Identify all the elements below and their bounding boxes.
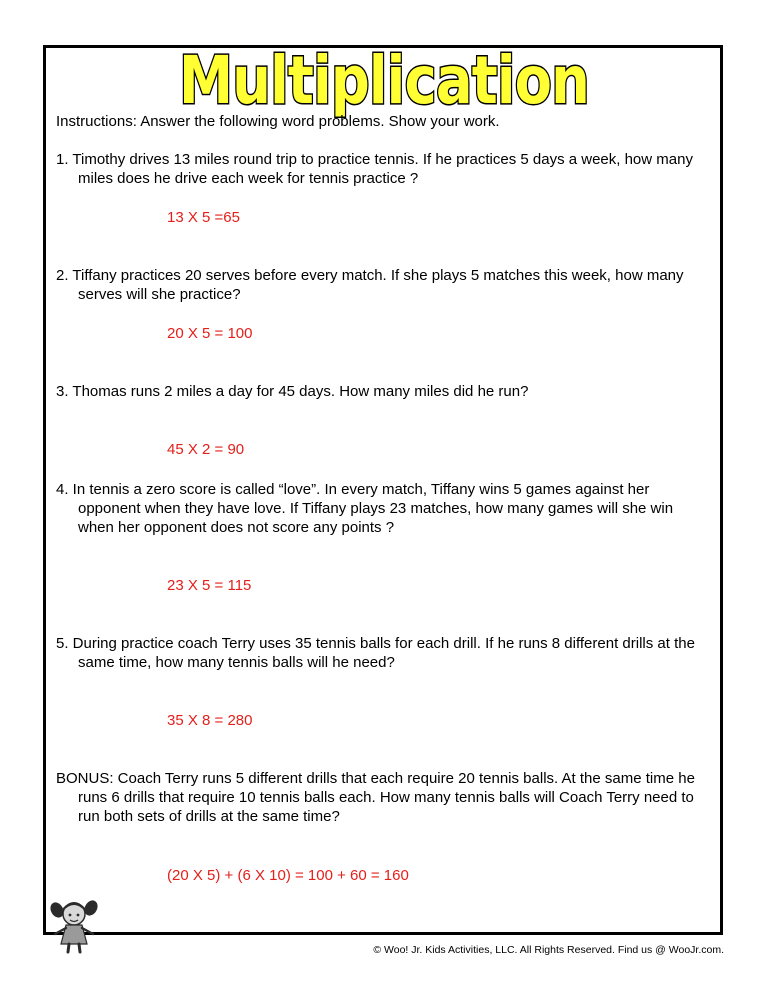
problem-bonus-text: BONUS: Coach Terry runs 5 different drills that each require 20 tennis balls. At the same time he runs 6 drills that require 10 tennis balls each. How many tennis balls will Coach Terry need to run both sets of drills at the same time? (56, 770, 695, 825)
problem-3-answer: 45 X 2 = 90 (167, 441, 245, 458)
problem-3-text: 3. Thomas runs 2 miles a day for 45 days. How many miles did he run? (56, 383, 529, 400)
copyright-footer: © Woo! Jr. Kids Activities, LLC. All Rights Reserved. Find us @ WooJr.com. (373, 944, 724, 956)
instructions-text: Instructions: Answer the following word problems. Show your work. (56, 113, 500, 130)
problem-5 (56, 634, 711, 672)
problem-5-text: 5. During practice coach Terry uses 35 tennis balls for each drill. If he runs 8 different drills at the same time, how many tennis balls will he need? (56, 635, 695, 671)
title-graphic (0, 40, 768, 120)
problem-2 (56, 266, 711, 304)
problem-4 (56, 480, 711, 537)
problem-5-answer: 35 X 8 = 280 (167, 712, 253, 729)
problem-2-answer: 20 X 5 = 100 (167, 325, 253, 342)
problem-3 (56, 382, 711, 401)
problem-4-answer: 23 X 5 = 115 (167, 577, 252, 594)
problem-4-text: 4. In tennis a zero score is called “love”. In every match, Tiffany wins 5 games against her opponent when they have love. If Tiffany plays 23 matches, how many games will she win when her opponent does not score any points ? (56, 481, 674, 536)
problem-1-answer: 13 X 5 =65 (167, 209, 240, 226)
problem-bonus-answer: (20 X 5) + (6 X 10) = 100 + 60 = 160 (167, 867, 409, 884)
problem-1 (56, 150, 711, 188)
problem-2-text: 2. Tiffany practices 20 serves before every match. If she plays 5 matches this week, how many serves will she practice? (56, 267, 684, 303)
title-text: Multiplication (179, 42, 589, 119)
cartoon-girl-mascot-icon (47, 896, 105, 954)
worksheet-title (0, 40, 768, 120)
problem-1-text: 1. Timothy drives 13 miles round trip to practice tennis. If he practices 5 days a week, how many miles does he drive each week for tennis practice ? (56, 151, 693, 187)
problem-bonus (56, 769, 711, 826)
